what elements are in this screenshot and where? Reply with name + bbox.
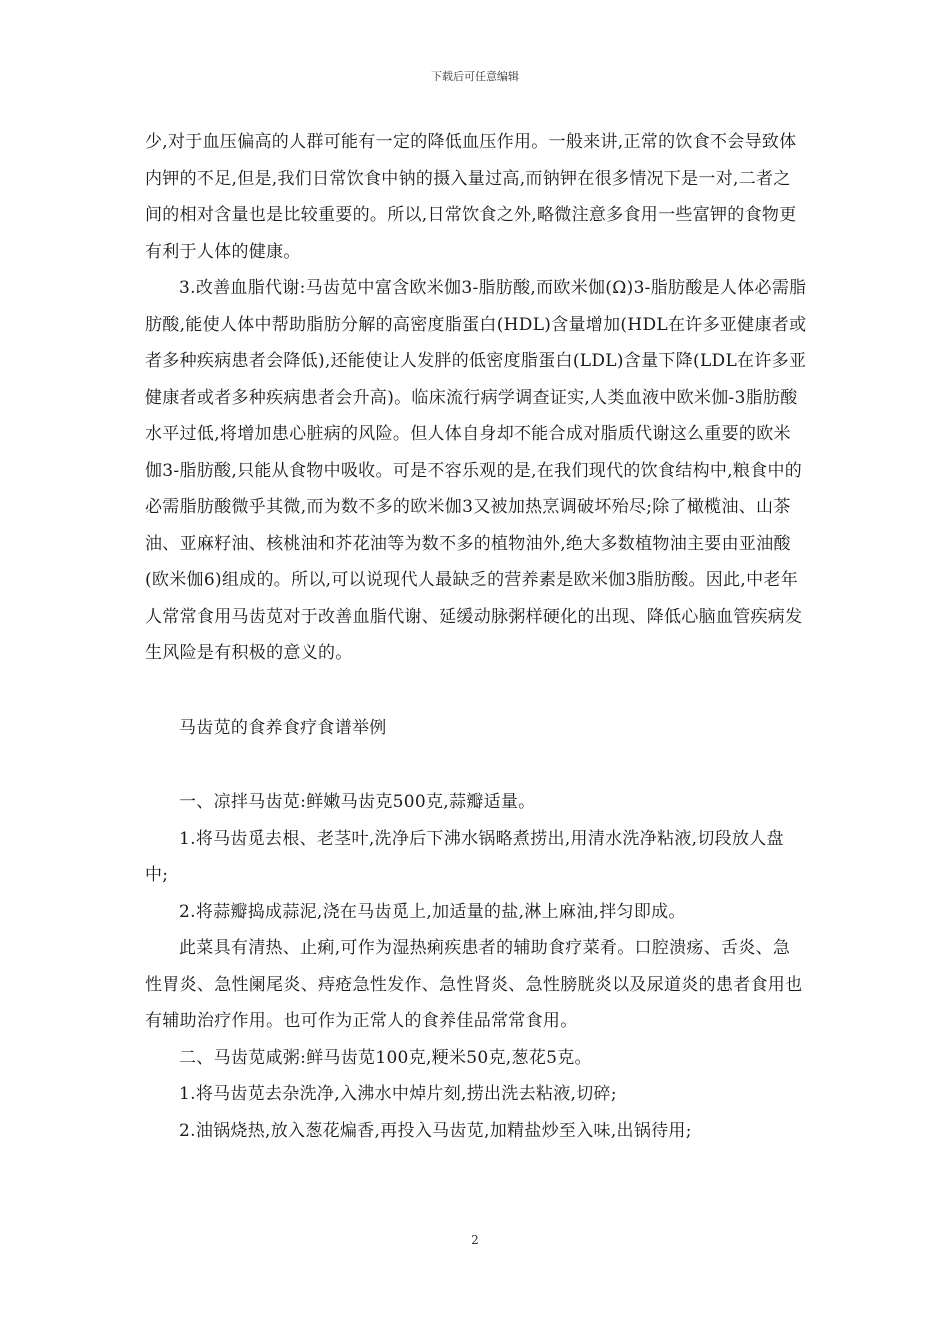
document-body <box>145 124 807 1149</box>
recipe-1-title: 一、凉拌马齿苋:鲜嫩马齿克500克,蒜瓣适量。 <box>179 792 536 812</box>
recipe-1-note: 此菜具有清热、止痢,可作为湿热痢疾患者的辅助食疗菜肴。口腔溃疡、舌炎、急性胃炎、急性阑尾炎、痔疮急性发作、急性肾炎、急性膀胱炎以及尿道炎的患者食用也有辅助治疗作用。也可作为正常人的食养佳品常常食用。 <box>145 938 803 1031</box>
page-header: 下载后可任意编辑 <box>431 70 519 83</box>
recipe-2-title: 二、马齿苋咸粥:鲜马齿苋100克,粳米50克,葱花5克。 <box>179 1047 592 1068</box>
paragraph-potassium-continued: 少,对于血压偏高的人群可能有一定的降低血压作用。一般来讲,正常的饮食不会导致体内钾的不足,但是,我们日常饮食中钠的摄入量过高,而钠钾在很多情况下是一对,二者之间的相对含量也是比较重要的。所以,日常饮食之外,略微注意多食用一些富钾的食物更有利于人体的健康。 <box>145 132 797 262</box>
recipe-2-step-1: 1.将马齿苋去杂洗净,入沸水中焯片刻,捞出洗去粘液,切碎; <box>179 1084 617 1104</box>
recipe-1-step-2: 2.将蒜瓣捣成蒜泥,浇在马齿觅上,加适量的盐,淋上麻油,拌匀即成。 <box>179 901 686 922</box>
section-heading: 马齿苋的食养食疗食谱举例 <box>179 717 387 738</box>
page-number: 2 <box>471 1233 479 1247</box>
recipe-1-step-1: 1.将马齿觅去根、老茎叶,洗净后下沸水锅略煮捞出,用清水洗净粘液,切段放人盘中; <box>145 828 784 885</box>
recipe-2-step-2: 2.油锅烧热,放入葱花煸香,再投入马齿苋,加精盐炒至入味,出锅待用; <box>179 1120 692 1141</box>
paragraph-blood-lipid: 3.改善血脂代谢:马齿苋中富含欧米伽3-脂肪酸,而欧米伽(Ω)3-脂肪酸是人体必需脂肪酸,能使人体中帮助脂肪分解的高密度脂蛋白(HDL)含量增加(HDL在许多亚健康者或者多种疾病患者会降低),还能使让人发胖的低密度脂蛋白(LDL)含量下降(LDL在许多亚健康者或者多种疾病患者会升高)。临床流行病学调查证实,人类血液中欧米伽-3脂肪酸水平过低,将增加患心脏病的风险。但人体自身却不能合成对脂质代谢这么重要的欧米伽3-脂肪酸,只能从食物中吸收。可是不容乐观的是,在我们现代的饮食结构中,粮食中的必需脂肪酸微乎其微,而为数不多的欧米伽3又被加热烹调破坏殆尽;除了橄榄油、山茶油、亚麻籽油、核桃油和芥花油等为数不多的植物油外,绝大多数植物油主要由亚油酸(欧米伽6)组成的。所以,可以说现代人最缺乏的营养素是欧米伽3脂肪酸。因此,中老年人常常食用马齿苋对于改善血脂代谢、延缓动脉粥样硬化的出现、降低心脑血管疾病发生风险是有积极的意义的。 <box>145 278 807 663</box>
